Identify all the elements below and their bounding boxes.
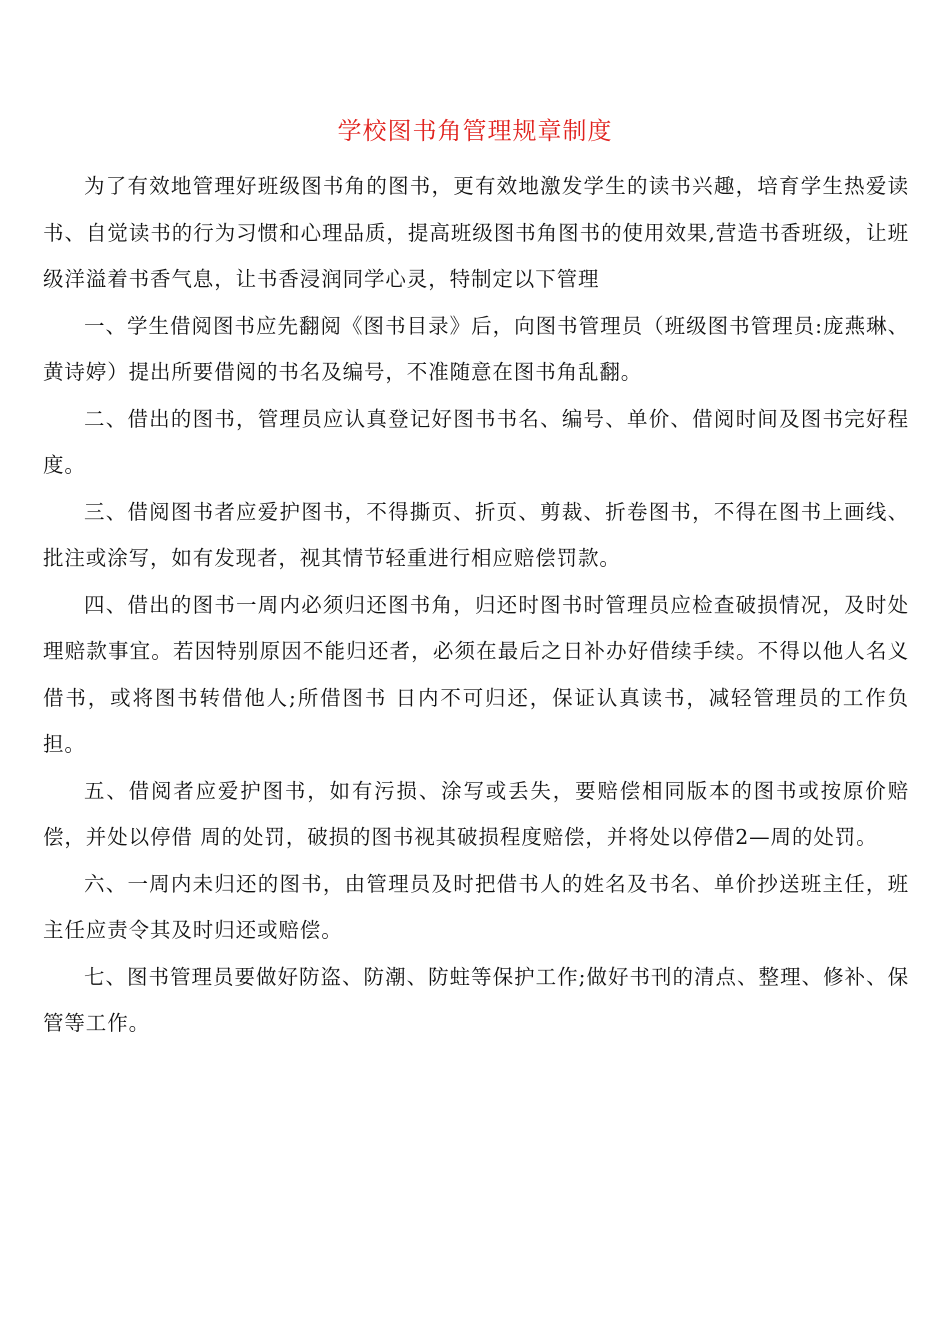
rule-4-paragraph: 四、借出的图书一周内必须归还图书角，归还时图书时管理员应检查破损情况，及时处理赔款事宜。若因特别原因不能归还者，必须在最后之日补办好借续手续。不得以他人名义借书，或将图书转借他人;所借图书 日内不可归还，保证认真读书，减轻管理员的工作负担。 [43,592,909,756]
rule-7-paragraph: 七、图书管理员要做好防盗、防潮、防蛀等保护工作;做好书刊的清点、整理、修补、保管等工作。 [43,964,909,1035]
rule-1-paragraph: 一、学生借阅图书应先翻阅《图书目录》后，向图书管理员（班级图书管理员:庞燕琳、黄诗婷）提出所要借阅的书名及编号，不准随意在图书角乱翻。 [43,313,909,384]
document-body [43,163,909,1047]
rule-2-paragraph: 二、借出的图书，管理员应认真登记好图书书名、编号、单价、借阅时间及图书完好程度。 [43,406,909,477]
intro-paragraph: 为了有效地管理好班级图书角的图书，更有效地激发学生的读书兴趣，培育学生热爱读书、自觉读书的行为习惯和心理品质，提高班级图书角图书的使用效果,营造书香班级，让班级洋溢着书香气息，让书香浸润同学心灵，特制定以下管理 [43,174,909,291]
rule-5-paragraph: 五、借阅者应爱护图书，如有污损、涂写或丢失，要赔偿相同版本的图书或按原价赔偿，并处以停借 周的处罚，破损的图书视其破损程度赔偿，并将处以停借2—周的处罚。 [43,778,909,849]
rule-6-paragraph: 六、一周内未归还的图书，由管理员及时把借书人的姓名及书名、单价抄送班主任，班主任应责令其及时归还或赔偿。 [43,871,909,942]
document-title: 学校图书角管理规章制度 [337,117,613,145]
rule-3-paragraph: 三、借阅图书者应爱护图书，不得撕页、折页、剪裁、折卷图书，不得在图书上画线、批注或涂写，如有发现者，视其情节轻重进行相应赔偿罚款。 [43,499,909,570]
